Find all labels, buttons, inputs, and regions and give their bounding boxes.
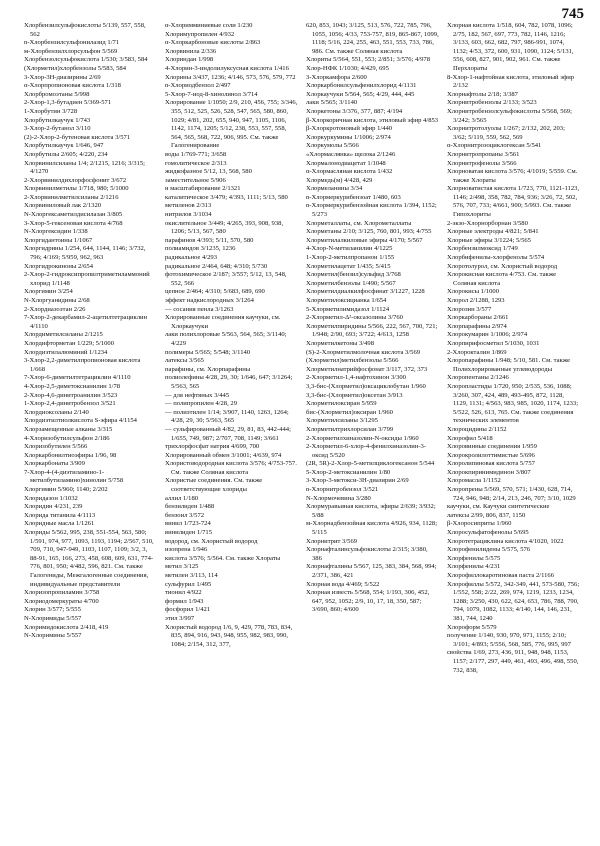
- index-entry: воды 1/769-771; 3/658: [165, 150, 227, 158]
- index-entry: этил 3/997: [165, 614, 195, 622]
- index-entry: — сульфированный 4/82, 29, 81, 83, 442-444; 1/655, 749, 987; 2/707, 708, 1149; 3/661: [165, 425, 291, 442]
- index-entry: Хлоргидрокиноны 2/654: [24, 262, 94, 270]
- index-entry: полиамидов 3/1235, 1236: [165, 245, 236, 253]
- index-entry: парафины, см. Хлорпарафины: [165, 365, 251, 373]
- index-entry: 3-Хлор-3Н-диазирины 2/69: [24, 73, 101, 81]
- index-entry: полиолефины 4/28, 29, 30; 1/646, 647; 3/1264; 5/563, 565: [165, 374, 293, 390]
- index-entry: водород, см. Хлористый водород: [165, 537, 258, 545]
- index-entry: Хлороцидины 2/1152: [447, 425, 507, 433]
- index-entry: Хлоримупропилен 4/932: [165, 30, 235, 38]
- index-entry: 2-Хлор-1,3-бутадиен 5/369-571: [24, 99, 112, 107]
- index-entry: Хлорметилоксицианка 1/654: [306, 297, 387, 304]
- index-entry: Хлоропрены 5/569, 570, 571; 1/430, 628, 714, 724, 946, 948; 2/14, 213, 246, 707; 3/10, 1029: [447, 486, 576, 502]
- index-entry: Хлор-НФК 1/1030; 4/429, 695: [306, 64, 389, 72]
- index-entry: Хлоркуркумины 1/1006; 2/974: [306, 133, 391, 141]
- index-entry: «Хлормаслянка» щелока 2/1246: [306, 150, 396, 158]
- index-entry: Хлордифторметан 1/229; 5/1000: [24, 339, 114, 347]
- index-entry: Хлоропентаны 2/1246: [447, 374, 509, 382]
- index-entry: N-Хлоримиды 5/557: [24, 614, 82, 622]
- index-entry: фотохимическое 2/187; 3/557; 5/12, 13, 548, 552, 566: [165, 271, 287, 287]
- index-entry: Хлорбензолсульфокислота 1/530; 3/583, 584: [24, 56, 148, 64]
- index-entry: Хлоромасла 1/1152: [447, 477, 501, 485]
- index-entry: 2-Хлорвинилдихлорфосфонит 3/672: [24, 176, 127, 184]
- index-entry: фосфорил 1/421: [165, 606, 211, 614]
- index-entry: метилен 3/113, 114: [165, 572, 218, 579]
- index-entry: Хлордиметилсиланы 2/1215: [24, 331, 103, 339]
- index-entry: 4-Хлорин-3-индолилуксусная кислота 1/416: [165, 64, 289, 72]
- index-entry: Хлормуравьиная кислота, эфиры 2/639; 3/932; 5/88: [306, 503, 436, 519]
- index-entry: Хлористый водород 1/6, 9, 429, 778, 783, 834, 835, 894, 916, 943, 948, 955, 982, 983, 990, 1084; 2/154, 312, 377,: [165, 623, 293, 648]
- index-entry: сульфурил 1/495: [165, 580, 212, 588]
- index-entry: Хлорбромоэтаны 5/998: [24, 90, 90, 98]
- index-entry: Хлоркарбонилсульфенилхлорид 4/1131: [306, 82, 417, 90]
- index-entry: Хлоризобутилен 5/566: [24, 443, 88, 451]
- index-entry: Хлоропарафины 1/948; 5/10, 581. См. также Полихлорированные углеводороды: [447, 357, 571, 373]
- index-entry: Хлорированные соединения каучуки, см. Хлоркаучуки: [165, 314, 281, 330]
- index-entry: 2-Хлорметил-6-хлор-4-фенилхиназолин-3-оксид 5/520: [306, 443, 427, 459]
- index-entry: Хлоротолурол, см. Хлористый водород: [447, 262, 558, 270]
- index-entry: — полипропилен 4/28, 29: [165, 400, 237, 408]
- index-entry: Хлоридазон 1/1032: [24, 494, 78, 502]
- index-entry: Хлорокисная кислота 4/753. См. также Соляная кислота: [447, 271, 557, 287]
- index-entry: Хлордиэтилалюминий 1/1234: [24, 348, 108, 356]
- index-column-3: [306, 22, 439, 838]
- index-entry: 2-Хлор-4,6-динитроанилин 3/523: [24, 391, 118, 399]
- index-entry: Хлорметилбензолы 1/490; 5/567: [306, 279, 396, 287]
- index-entry: N-Хлоргуанидины 2/68: [24, 297, 90, 304]
- index-entry: Хлориды 5/562, 995, 238, 551-554, 563, 580; 1/591, 974, 977, 1093, 1193, 1194; 2/567, 510, 709, 710, 947-949, 1103, 1107, 1109; 3/2, 3, 88-91, 165, 166, 273, 458, 608, 609, 631, 774-776, 801, 950; 4/482, 596, 821. См. также Галогениды, Межгалогенные соединения, индивидуальные представители: [24, 529, 154, 588]
- index-entry: Хлорметилацетат 1/435; 5/415: [306, 262, 391, 270]
- index-entry: винил 1/723-724: [165, 520, 211, 528]
- index-entry: Хлороформ 5/579: [447, 623, 497, 631]
- index-entry: Хлорвинилсиланы 1/4; 2/1215, 1216; 3/315; 4/1270: [24, 159, 145, 176]
- index-entry: Хлорвинила 2/336: [165, 47, 217, 55]
- index-entry: 8-Хлор-1-нафтойная кислота, этиловый эфир 2/132: [447, 73, 575, 90]
- index-entry: свойства 1/69, 273, 436, 911, 948, 948, 1153, 1157; 2/177, 297, 449, 461, 493, 496, 498, 550, 732, 838,: [447, 649, 579, 674]
- index-entry: парафинов 4/393; 5/11, 570, 580: [165, 236, 254, 244]
- index-entry: α-Хлорпропионовая кислота 1/318: [24, 82, 121, 90]
- index-entry: Хлормеланины 3/34: [306, 185, 363, 193]
- index-entry: кислота 3/576; 5/564. См. также Хлораты: [165, 554, 281, 562]
- index-entry: 2-Хлорвинилметилсиланы 2/1216: [24, 193, 119, 201]
- index-entry: n-Хлорнитробензол 3/521: [306, 486, 379, 494]
- index-entry: 3-Хлоркамфора 2/600: [306, 73, 367, 81]
- index-entry: Хлоролипиновая кислота 5/757: [447, 460, 535, 468]
- index-entry: 4-Хлор-2,5-диметоксианилин 1/78: [24, 382, 121, 390]
- index-entry: Хлоркарбораны 2/661: [447, 314, 509, 322]
- index-entry: Хлорметаны 2/10; 3/125, 760, 801, 993; 4/755: [306, 228, 432, 236]
- index-entry: Хлорная вода 4/469; 5/522: [306, 580, 380, 588]
- index-entry: бис-(Хлорметил)оксиран 1/960: [306, 408, 393, 416]
- index-entry: Хлорфенилы 5/575: [447, 554, 501, 562]
- index-entry: n-Хлормеркурибензоат 1/480, 603: [306, 193, 401, 201]
- index-entry: Хлоргидантоины 1/1067: [24, 236, 93, 244]
- index-entry: Хлорнитробензолсульфокислоты 5/568, 569; 3/242; 3/565: [447, 107, 572, 124]
- index-entry: латексы 2/99, 806, 837, 1150: [447, 511, 526, 519]
- index-entry: Хлорзамещенные алканы 3/315: [24, 425, 113, 433]
- index-entry: 2-Хлорокталин 1/869: [447, 348, 507, 356]
- index-entry: Хлоргимин 5/960; 1140; 2/202: [24, 486, 108, 494]
- index-entry: Хлорнитробензолы 2/133; 3/523: [447, 99, 537, 107]
- index-entry: бензоил 3/572: [165, 511, 205, 519]
- index-entry: 2-Хлордиазоэтан 2/26: [24, 305, 86, 313]
- index-entry: (Хлорметил)хлорбензолы 5/583, 584: [24, 64, 126, 72]
- index-entry: радикальное 4/293: [165, 254, 217, 262]
- index-entry: Хлорметилдиалкилфосфинат 3/1227, 1228: [306, 288, 425, 296]
- index-entry: Хлорнитрит 3/569: [306, 537, 358, 545]
- index-entry: Хлоргимин 3/254: [24, 288, 73, 296]
- index-entry: Хлорбутилы 2/605; 4/220, 234: [24, 150, 108, 158]
- index-entry: Хлорол 2/1288, 1293: [447, 297, 505, 304]
- index-entry: Хлорофенилидены 5/575, 576: [447, 546, 531, 554]
- index-entry: радикальное 2/464, 648; 4/310; 5/730: [165, 262, 268, 270]
- page-number: 745: [561, 6, 584, 22]
- index-entry: тионил 4/922: [165, 589, 202, 597]
- index-entry: Хлорпарафины 2/974: [447, 322, 507, 330]
- index-entry: 3-Хлор-5-гексеновая кислота 4/768: [24, 219, 123, 227]
- index-entry: Хлоридин 4/231, 239: [24, 503, 83, 511]
- index-entry: n-Хлормеркурибензойная кислота 1/394, 1152; 5/273: [306, 202, 437, 219]
- index-entry: Хлорины 3/437, 1236; 4/146, 573, 576, 579, 772: [165, 73, 296, 81]
- index-entry: Хлорнитрофенолы 3/566: [447, 159, 517, 167]
- index-entry: винилиден 1/715: [165, 529, 212, 537]
- index-entry: Хлорная кислота 1/518, 604, 782, 1078, 1096; 2/75, 182, 567, 697, 773, 782, 1146, 1216; 3/133, 603, 662, 682, 797, 986-991, 1074, 1132; 4/53, 372, 600, 931, 1090, 1124; 5/131, 556, 608, 827, 901, 902, 961. См. также Перхлораты: [447, 22, 574, 72]
- index-entry: α-Хлормасляная кислота 1/432: [306, 168, 393, 176]
- index-entry: 3-Хлор-2,2-диметилпропионовая кислота 1/668: [24, 357, 141, 373]
- index-entry: Хлорнафтолы 2/18; 3/387: [447, 90, 518, 98]
- index-entry: цепное 2/464; 4/310; 5/683, 689, 690: [165, 288, 265, 296]
- index-column-1: [24, 22, 157, 838]
- index-entry: изопрена 1/946: [165, 546, 208, 554]
- index-entry: (2R, 5R)-2-Хлор-5-метилциклогексанон 5/544: [306, 460, 435, 468]
- index-entry: Хлорфенилы 4/231: [447, 563, 501, 571]
- index-entry: эффект надкислородных 3/1264: [165, 297, 254, 304]
- index-entry: Хлористые соединения. См. также соответствующие хлориды: [165, 477, 263, 494]
- index-entry: Хлорированный обмен 3/1001; 4/639, 974: [165, 451, 282, 459]
- index-entry: Хлорида титанила 4/1113: [24, 511, 96, 519]
- index-entry: Хлоровинные соединения 1/959: [447, 443, 537, 451]
- index-entry: Хлорофил 5/418: [447, 434, 493, 442]
- index-entry: Хлорнитропропаны 3/561: [447, 150, 520, 158]
- index-entry: Хлоркумолы 5/566: [306, 142, 359, 150]
- index-entry: 5-Хлорметилимидазол 1/1124: [306, 305, 390, 313]
- index-entry: Хлорметилсиланы 3/1295: [306, 417, 378, 425]
- index-entry: Хлорпирифосметил 5/1030, 1031: [447, 339, 540, 347]
- index-entry: Хлоросульфатофенолы 5/695: [447, 529, 529, 537]
- index-entry: Хлорметил(бензил)сульфид 3/768: [306, 271, 401, 279]
- index-entry: (S)-2-Хлорметилмолочная кислота 3/569: [306, 348, 421, 356]
- index-entry: Хлорбензилсульфокислоты 5/139, 557, 558, 562: [24, 22, 146, 38]
- index-entry: Хлорнафталины 5/567, 125, 383, 384, 568, 994; 2/371, 386, 421: [306, 563, 437, 579]
- index-entry: Хлоротетрациклина кислота 4/1020, 1022: [447, 537, 564, 545]
- index-entry: нитрилов 3/1034: [165, 211, 212, 219]
- index-entry: трихлорфосфат натрия 4/699, 700: [165, 443, 260, 451]
- index-entry: Хлоропластиды 1/720, 950; 2/535, 536, 1088; 3/260, 307, 424, 489, 493-495, 872, 1128, 1129, 1131; 4/563, 983, 985, 1020, 1174, 1233; 5/522, 526, 613, 765. См. также соединения технических элементов: [447, 382, 579, 425]
- index-entry: Хлорин 3/577; 5/555: [24, 606, 81, 614]
- index-entry: Хлориты 5/564, 551, 553; 2/851; 3/576; 4/978: [306, 56, 431, 64]
- index-entry: Хлорметилалкиловые эфиры 4/170; 5/567: [306, 236, 423, 244]
- index-entry: Хлорная известь 5/568, 554; 1/193, 306, 452, 647, 952, 1052; 2/9, 10, 17, 18, 350, 587; 3/690, 860; 4/600: [306, 589, 430, 614]
- index-entry: α-Хлорнитрозоциклогексан 5/541: [447, 142, 542, 150]
- index-entry: Хлорноватая кислота 3/576; 4/1019; 5/559. См. также Хлораты: [447, 168, 578, 184]
- index-entry: 2-Хлор-2-гидроксипропилтриметиламмоний хлорид 1/1148: [24, 271, 150, 287]
- index-entry: 5-Хлор-7-иод-8-хинолинол 3/714: [165, 90, 258, 98]
- index-entry: (Хлорметил)метилбензолы 5/566: [306, 357, 399, 365]
- index-entry: латексы 3/565: [165, 357, 204, 365]
- index-entry: жидкофазное 5/12, 13, 568, 580: [165, 168, 252, 176]
- index-entry: β-Хлоркротоновый эфир 1/440: [306, 125, 393, 133]
- index-entry: аллил 1/180: [165, 494, 199, 502]
- index-entry: — сосания пенла 3/1263: [165, 305, 234, 313]
- index-entry: Хлорофиллокаротиновая паста 2/1166: [447, 572, 555, 579]
- index-entry: Хлорнитротолуолы 1/267; 2/132, 202, 203; 3/62; 5/119, 559, 562, 569: [447, 125, 565, 141]
- index-entry: Хлорметилоксиран 5/959: [306, 400, 377, 408]
- index-entry: Хлорноватистая кислота 1/723, 770, 1121-1123, 1146; 2/498, 358, 782, 784, 936; 3/26, 72, 502, 576, 707, 733; 4/661, 900; 5/993. См. также Гипохлориты: [447, 185, 580, 219]
- index-entry: лаки полихлоровые 5/563, 564, 565; 3/1140; 4/229: [165, 331, 287, 347]
- index-entry: 3-Хлор-2-бутанол 3/110: [24, 125, 91, 133]
- index-entry: 3-Хлор-3-метокси-3Н-диазирин 2/69: [306, 477, 409, 485]
- index-column-2: [165, 22, 298, 838]
- index-columns: [24, 22, 580, 838]
- index-entry: α-Хлоримминиевые соли 1/230: [165, 22, 253, 29]
- index-entry: — полиэтилен 1/14; 3/907, 1140, 1263, 1264; 4/28, 29, 30; 5/563, 565: [165, 408, 289, 425]
- index-entry: каучуки, см. Каучуки синтетические: [447, 503, 550, 511]
- index-entry: и масштабирование 2/1321: [165, 185, 241, 193]
- index-entry: м-Хлорнадбензойная кислота 4/926, 934, 1128; 5/115: [306, 520, 438, 537]
- index-entry: Хлорозин 3/577: [447, 305, 492, 313]
- index-entry: N-Хлоримины 5/557: [24, 632, 82, 640]
- index-entry: Хлорбифенилы-хлорфенолы 5/574: [447, 254, 545, 262]
- index-entry: 620, 853, 1043; 3/125, 513, 576, 722, 785, 796, 1055, 1056; 4/33, 753-757, 819, 865-867, 1099, 1118; 5/16, 224, 255, 463, 551, 553, 733, 786, 986. См. также Соляная кислота: [306, 22, 439, 55]
- index-entry: Хлорокумарин 1/1006; 2/974: [447, 331, 528, 339]
- index-entry: Хлориндан 1/998: [165, 56, 214, 64]
- index-entry: бензилиден 1/488: [165, 503, 215, 511]
- index-entry: 1-Хлорбутин 3/728: [24, 107, 78, 115]
- index-entry: n-Хлорбензилсульфонилазид 1/71: [24, 39, 120, 47]
- index-entry: Хлорметаллаты, см. Хлорометаллаты: [306, 219, 412, 227]
- index-entry: лаки 5/565; 3/1140: [306, 99, 358, 107]
- index-entry: 2-экзо-Хлорнорборнан 3/580: [447, 219, 528, 227]
- index-entry: 1-Хлор-2,4-динитробензол 3/521: [24, 400, 116, 408]
- index-column-4: [447, 22, 580, 838]
- index-entry: полимеры 5/565; 5/548; 3/1140: [165, 348, 251, 356]
- index-entry: (2)-2-Хлор-2-бутеновая кислота 3/571: [24, 133, 131, 141]
- index-entry: Хлормедь(м) 4/428, 429: [306, 176, 373, 184]
- index-entry: заместительное 5/906: [165, 176, 226, 184]
- index-entry: 4-Хлор-N-метиланилин 4/1225: [306, 245, 393, 253]
- index-entry: Хлористоводородная кислота 3/576; 4/753-757. См. также Соляная кислота: [165, 460, 297, 476]
- index-entry: — для нефтяных 3/445: [165, 391, 230, 399]
- index-entry: 7-Хлор-4-(4-диэтиламино-1-метилбутиламино)хинолин 5/758: [24, 468, 124, 485]
- index-entry: 2-Хлорметилхиназолин-N-оксиды 1/960: [306, 434, 419, 442]
- index-entry: Хлорбензилмоксид 1/749: [447, 245, 518, 253]
- index-entry: Хлоримидокислота 2/418, 419: [24, 623, 109, 631]
- index-entry: 2-Хлорметил-Δ²-оксазолины 3/760: [306, 314, 403, 322]
- index-entry: 3,3-бис-(Хлорметил)оксациклобутан 1/960: [306, 382, 426, 390]
- index-entry: Хлормалонодиацетат 1/1048: [306, 159, 386, 167]
- index-entry: метил 3/125: [165, 563, 199, 571]
- index-entry: α-Хлоркарбоновые кислоты 2/863: [165, 39, 261, 47]
- index-entry: 3,3-бис-(Хлорметил)оксетан 3/913: [306, 391, 403, 399]
- index-entry: Хлориодомеркураты 4/700: [24, 597, 99, 605]
- index-entry: Хлорметилпиридины 5/566, 222, 567, 700, 721; 1/948; 2/90, 693; 3/722; 4/613, 1258: [306, 322, 438, 339]
- index-entry: N-Хлоргексидин 1/338: [24, 228, 88, 236]
- index-entry: Хлоридные масла 1/1261: [24, 520, 95, 528]
- index-entry: Хлоризопропиламин 3/758: [24, 589, 100, 597]
- index-entry: Хлорные электроды 4/821; 5/841: [447, 228, 539, 236]
- index-entry: Хлорвиниловый лак 2/1320: [24, 202, 102, 210]
- index-entry: Хлорокисы 1/1000: [447, 288, 499, 296]
- index-entry: Хлорофиллы 5/572, 342-349, 441, 573-580, 756; 1/552, 558; 2/22, 269, 974, 1219, 1233, 1234, 1288; 3/250, 430, 622, 624, 653, 786, 788, 790, 794, 1079, 1082, 1133; 4/140, 144, 146, 231, 381, 744, 1240: [447, 580, 580, 622]
- index-entry: Хлордиоксоланы 2/140: [24, 408, 89, 416]
- index-entry: N-Хлормочевина 3/280: [306, 494, 371, 502]
- index-entry: Хлорметилтрихлорсилан 3/799: [306, 425, 394, 433]
- index-entry: Хлоргидрины 1/254, 644, 1144, 1146; 3/732, 796; 4/169; 5/959, 962, 963: [24, 245, 146, 262]
- index-entry: Хлорбутилкаучук 1/743: [24, 116, 91, 124]
- index-entry: β-Хлоркоричная кислота, этиловый эфир 4/853: [306, 116, 439, 124]
- index-entry: гомолитическое 2/313: [165, 159, 227, 167]
- index-entry: Хлоркарбонаты 3/909: [24, 460, 85, 468]
- index-entry: 5-Хлор-2-метоксианилин 1/80: [306, 468, 391, 476]
- index-entry: Хлорметилкетоны 3/498: [306, 339, 375, 347]
- index-entry: n-Хлориодбензол 2/497: [165, 82, 231, 90]
- index-entry: Хлорные эфиры 3/1224; 5/565: [447, 236, 531, 244]
- index-entry: Хлорбутилкаучук 1/646, 947: [24, 142, 104, 150]
- index-entry: N-Хлоргексаметилдисилазан 3/805: [24, 211, 123, 219]
- index-entry: Хлорметилнатрийфосфонат 3/117, 372, 373: [306, 365, 428, 373]
- index-entry: Хлордиэтилтиолкислота S-эфирa 4/1154: [24, 417, 137, 425]
- index-entry: 7-Хлор-2-декарбамил-2-ацетилтетрациклин 4/1110: [24, 314, 148, 330]
- index-entry: Хлоркетоны 3/376, 377, 887; 4/194: [306, 107, 403, 115]
- index-entry: м-Хлорбензилхлорсульфон 5/569: [24, 47, 118, 55]
- index-entry: 7-Хлор-6-диметилтетрациклин 4/1110: [24, 374, 131, 382]
- index-entry: получение 1/140, 930, 970, 971, 1155; 2/10; 3/101; 4/893; 5/556, 568, 585, 776, 995, 997: [447, 632, 571, 648]
- index-entry: β-Хлоросиприты 1/960: [447, 520, 512, 528]
- index-entry: 1-Хлор-2-метилпропанон 1/155: [306, 254, 395, 262]
- index-entry: Хлоркарбонилтиоэфиры 1/96, 98: [24, 451, 117, 459]
- index-entry: 4-Хлоризобутилсульфон 2/186: [24, 434, 110, 442]
- index-entry: Хлоркаучуки 5/564, 565; 4/29, 444, 445: [306, 90, 415, 98]
- index-entry: Хлорокролилоттимистые 5/696: [447, 451, 535, 459]
- index-entry: 2-Хлорметил-1,4-нафтохинон 3/300: [306, 374, 406, 382]
- index-entry: Хлорирование 1/1050; 2/9, 210, 456, 755; 3/346, 355, 512, 525, 526, 528, 547, 565, 580, 860, 1029; 4/81, 202, 655, 940, 947, 1105, 1106, 1142, 1174, 1205; 5/12, 238, 553, 557, 558, 564, 565, 568, 722, 906, 995. См. также Галогенирование: [165, 99, 298, 150]
- index-entry: формил 1/943: [165, 597, 204, 605]
- index-entry: Хлорокпиринимидинон 3/807: [447, 468, 531, 476]
- index-entry: каталитическое 3/479; 4/393, 1111; 5/13, 580: [165, 193, 288, 201]
- index-entry: метиленов 2/313: [165, 202, 212, 210]
- index-entry: окислительное 3/449; 4/265, 393, 908, 938, 1206; 5/13, 567, 580: [165, 219, 284, 236]
- index-entry: Хлорнафталинсульфокислоты 2/315; 3/380, 386: [306, 546, 428, 562]
- index-entry: Хлорвинилметилы 1/718, 980; 5/1000: [24, 185, 129, 193]
